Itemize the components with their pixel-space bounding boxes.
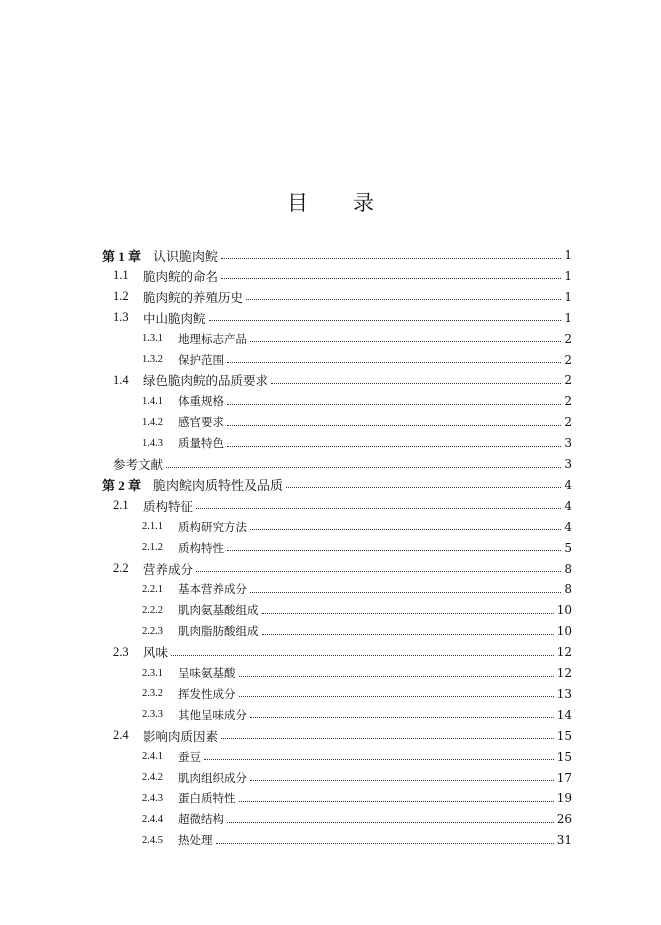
toc-entry-heading [142, 623, 259, 639]
toc-entry-title: 脆肉鲩的命名 [143, 268, 219, 284]
toc-entry[interactable] [0, 788, 661, 808]
toc-entry-number: 2.4.3 [142, 792, 163, 804]
toc-entry-number: 2.3.1 [142, 667, 163, 679]
dot-leader [239, 664, 554, 677]
toc-entry-heading [142, 414, 224, 430]
dot-leader [221, 266, 561, 279]
toc-entry-number: 2.2 [113, 561, 129, 575]
toc-entry[interactable] [0, 433, 661, 453]
dot-leader [239, 684, 554, 697]
toc-entry-number: 2.1.1 [142, 521, 163, 533]
dot-leader [250, 580, 561, 593]
toc-entry-page-number: 8 [564, 561, 572, 576]
toc-entry-heading [142, 602, 259, 618]
toc-entry-heading [142, 790, 236, 806]
dot-leader [196, 496, 561, 509]
toc-entry-page-number: 4 [564, 498, 572, 513]
toc-entry-title: 呈味氨基酸 [178, 666, 236, 680]
toc-entry-title: 感官要求 [178, 415, 224, 430]
dot-leader [250, 768, 554, 781]
toc-entry-title: 地理标志产品 [178, 331, 247, 346]
toc-entry-page-number: 31 [556, 833, 572, 848]
toc-entry[interactable] [0, 726, 661, 746]
toc-entry-title: 影响肉质因素 [143, 728, 219, 744]
dot-leader [227, 810, 554, 823]
toc-entry-number: 2.4 [113, 728, 129, 743]
toc-entry-heading [113, 309, 206, 327]
toc-entry[interactable] [0, 454, 661, 474]
dot-leader [286, 475, 561, 488]
toc-entry-number: 第 2 章 [102, 478, 142, 494]
dot-leader [250, 705, 554, 718]
toc-entry-heading [142, 707, 247, 723]
toc-entry-title: 绿色脆肉鲩的品质要求 [143, 373, 269, 389]
toc-entry[interactable] [0, 809, 661, 829]
toc-entry-number: 2.3.2 [142, 688, 163, 700]
toc-entry-heading [142, 770, 247, 786]
toc-entry-page-number: 3 [564, 457, 572, 471]
toc-entry[interactable] [0, 266, 661, 286]
dot-leader [227, 538, 561, 551]
toc-entry-page-number: 8 [564, 582, 572, 597]
dot-leader [209, 308, 562, 321]
toc-entry-page-number: 12 [556, 645, 572, 660]
toc-entry[interactable] [0, 621, 661, 641]
toc-entry-heading [142, 393, 224, 409]
toc-entry-page-number: 4 [564, 519, 572, 534]
dot-leader [227, 392, 561, 405]
toc-entry-page-number: 2 [564, 415, 572, 430]
toc-entry-page-number: 14 [556, 707, 572, 722]
toc-entry-title: 体重规格 [178, 394, 224, 409]
toc-entry-title: 脆肉鲩的养殖历史 [143, 289, 244, 305]
toc-entry[interactable] [0, 517, 661, 537]
toc-entry-title: 挥发性成分 [178, 686, 236, 701]
toc-entry-number: 1.1 [113, 268, 129, 283]
toc-entry-title: 蛋白质特性 [178, 791, 236, 806]
toc-entry[interactable] [0, 830, 661, 850]
toc-entry-title: 脆肉鲩肉质特性及品质 [153, 479, 284, 495]
dot-leader [246, 287, 561, 300]
toc-entry-title: 肌肉组织成分 [178, 770, 247, 785]
toc-entry-title: 其他呈味成分 [178, 707, 247, 722]
toc-entry-number: 1.4.3 [142, 437, 163, 449]
toc-entry-title: 质构特性 [178, 540, 224, 555]
dot-leader [221, 726, 554, 739]
toc-entry-title: 肌肉脂肪酸组成 [178, 624, 259, 639]
toc-entry[interactable] [0, 747, 661, 767]
toc-entry-heading [142, 665, 236, 681]
toc-entry-title: 认识脆肉鲩 [153, 249, 219, 265]
toc-entry-page-number: 13 [556, 686, 572, 701]
toc-entry[interactable] [0, 412, 661, 432]
toc-entry-title: 营养成分 [143, 561, 194, 577]
toc-entry[interactable] [0, 287, 661, 307]
toc-entry-page-number: 1 [564, 248, 572, 262]
dot-leader [171, 643, 554, 656]
toc-entry-heading [113, 455, 163, 473]
toc-entry-title: 质构研究方法 [178, 519, 247, 534]
toc-entry-number: 1.4 [113, 372, 129, 387]
toc-entry-number: 2.4.1 [142, 751, 163, 763]
title-char-1: 目 [287, 191, 308, 215]
toc-entry[interactable] [0, 600, 661, 620]
toc-entry-heading [102, 475, 283, 494]
toc-entry-number: 2.2.3 [142, 625, 163, 637]
toc-entry-page-number: 2 [564, 331, 572, 346]
toc-entry-title: 肌肉氨基酸组成 [178, 603, 259, 618]
toc-entry-page-number: 10 [556, 603, 572, 618]
toc-entry-number: 2.2.2 [142, 604, 163, 616]
dot-leader [196, 559, 561, 572]
toc-entry[interactable] [0, 391, 661, 411]
toc-entry-number: 2.4.5 [142, 834, 163, 846]
toc-entry-page-number: 17 [556, 770, 572, 785]
toc-entry-page-number: 1 [564, 268, 572, 283]
toc-entry-page-number: 1 [564, 289, 572, 304]
toc-entry-page-number: 3 [564, 436, 572, 451]
dot-leader [227, 413, 561, 426]
toc-entry[interactable] [0, 350, 661, 370]
toc-entry-heading [142, 540, 224, 556]
toc-entry-title: 基本营养成分 [178, 582, 247, 597]
toc-entry[interactable] [0, 559, 661, 579]
dot-leader [227, 434, 561, 447]
toc-entry-title: 蚕豆 [178, 749, 201, 764]
toc-entry-heading [113, 267, 218, 285]
toc-entry-number: 1.4.2 [142, 416, 163, 428]
toc-entry-page-number: 2 [564, 352, 572, 367]
toc-entry-number: 2.1.2 [142, 542, 163, 554]
toc-entry-heading [142, 832, 213, 848]
dot-leader [262, 622, 554, 635]
toc-entry[interactable] [0, 475, 661, 495]
toc-entry-title: 质量特色 [178, 436, 224, 451]
toc-entry-heading [142, 519, 247, 535]
dot-leader [271, 371, 561, 384]
toc-entry-heading [113, 727, 218, 745]
toc-entry-number: 2.1 [113, 498, 129, 513]
toc-entry[interactable] [0, 684, 661, 704]
dot-leader [239, 789, 554, 802]
toc-entry-number: 1.3.2 [142, 354, 163, 365]
toc-entry-page-number: 15 [556, 749, 572, 764]
toc-entry-page-number: 15 [556, 728, 572, 743]
toc-entry[interactable] [0, 768, 661, 788]
toc-entry-page-number: 4 [564, 477, 572, 492]
toc-entry[interactable] [0, 705, 661, 725]
toc-entry-page-number: 1 [564, 310, 572, 325]
dot-leader [221, 246, 561, 259]
toc-entry-heading [113, 560, 193, 578]
toc-entry-heading [142, 581, 247, 597]
toc-entry-number: 第 1 章 [102, 248, 142, 264]
toc-entry[interactable] [0, 245, 661, 265]
toc-entry-page-number: 2 [564, 373, 572, 388]
toc-entry-heading [142, 749, 201, 765]
toc-entry[interactable] [0, 308, 661, 328]
toc-entry[interactable] [0, 642, 661, 662]
toc-entry[interactable] [0, 329, 661, 349]
toc-entry-number: 2.4.4 [142, 813, 163, 825]
toc-entry-heading [102, 246, 218, 265]
toc-entry-number: 1.3.1 [142, 333, 163, 345]
toc-entry-heading [113, 643, 168, 661]
toc-entry-heading [142, 686, 236, 702]
toc-entry-heading [142, 811, 224, 827]
toc-entry-page-number: 12 [556, 666, 572, 680]
toc-entry-heading [142, 435, 224, 451]
toc-entry-title: 热处理 [178, 833, 213, 848]
toc-entry-heading [142, 331, 247, 347]
toc-entry-title: 保护范围 [178, 352, 224, 367]
dot-leader [250, 329, 561, 342]
dot-leader [250, 517, 561, 530]
toc-entry-number: 2.3 [113, 644, 129, 659]
title-char-2: 录 [353, 191, 374, 215]
toc-entry[interactable] [0, 538, 661, 558]
toc-entry-title: 质构特征 [143, 498, 194, 514]
toc-entry-number: 1.4.1 [142, 395, 163, 407]
toc-entry[interactable] [0, 579, 661, 599]
page-title [0, 187, 661, 217]
toc-entry-page-number: 10 [556, 624, 572, 639]
toc-entry-title: 参考文献 [113, 457, 164, 472]
toc-entry-page-number: 5 [564, 540, 572, 555]
dot-leader [216, 831, 554, 844]
toc-entry-number: 2.4.2 [142, 772, 163, 783]
toc-entry-title: 中山脆肉鲩 [143, 310, 206, 326]
toc-entry-heading [113, 371, 268, 389]
dot-leader [166, 455, 561, 468]
toc-entry-page-number: 2 [564, 394, 572, 409]
toc-entry-heading [113, 497, 193, 515]
toc-entry[interactable] [0, 663, 661, 683]
toc-entry-page-number: 19 [556, 791, 572, 806]
toc-entry[interactable] [0, 370, 661, 390]
toc-entry-heading [142, 352, 224, 368]
dot-leader [262, 601, 554, 614]
toc-entry[interactable] [0, 496, 661, 516]
toc-entry-number: 2.3.3 [142, 709, 163, 721]
toc-entry-title: 超微结构 [178, 812, 224, 827]
toc-entry-page-number: 26 [556, 812, 572, 827]
toc-entry-number: 2.2.1 [142, 583, 163, 595]
dot-leader [204, 747, 554, 760]
dot-leader [227, 350, 561, 363]
toc-entry-heading [113, 288, 243, 306]
toc-entry-number: 1.3 [113, 310, 129, 325]
toc-entry-number: 1.2 [113, 289, 129, 304]
toc-entry-title: 风味 [143, 645, 169, 661]
